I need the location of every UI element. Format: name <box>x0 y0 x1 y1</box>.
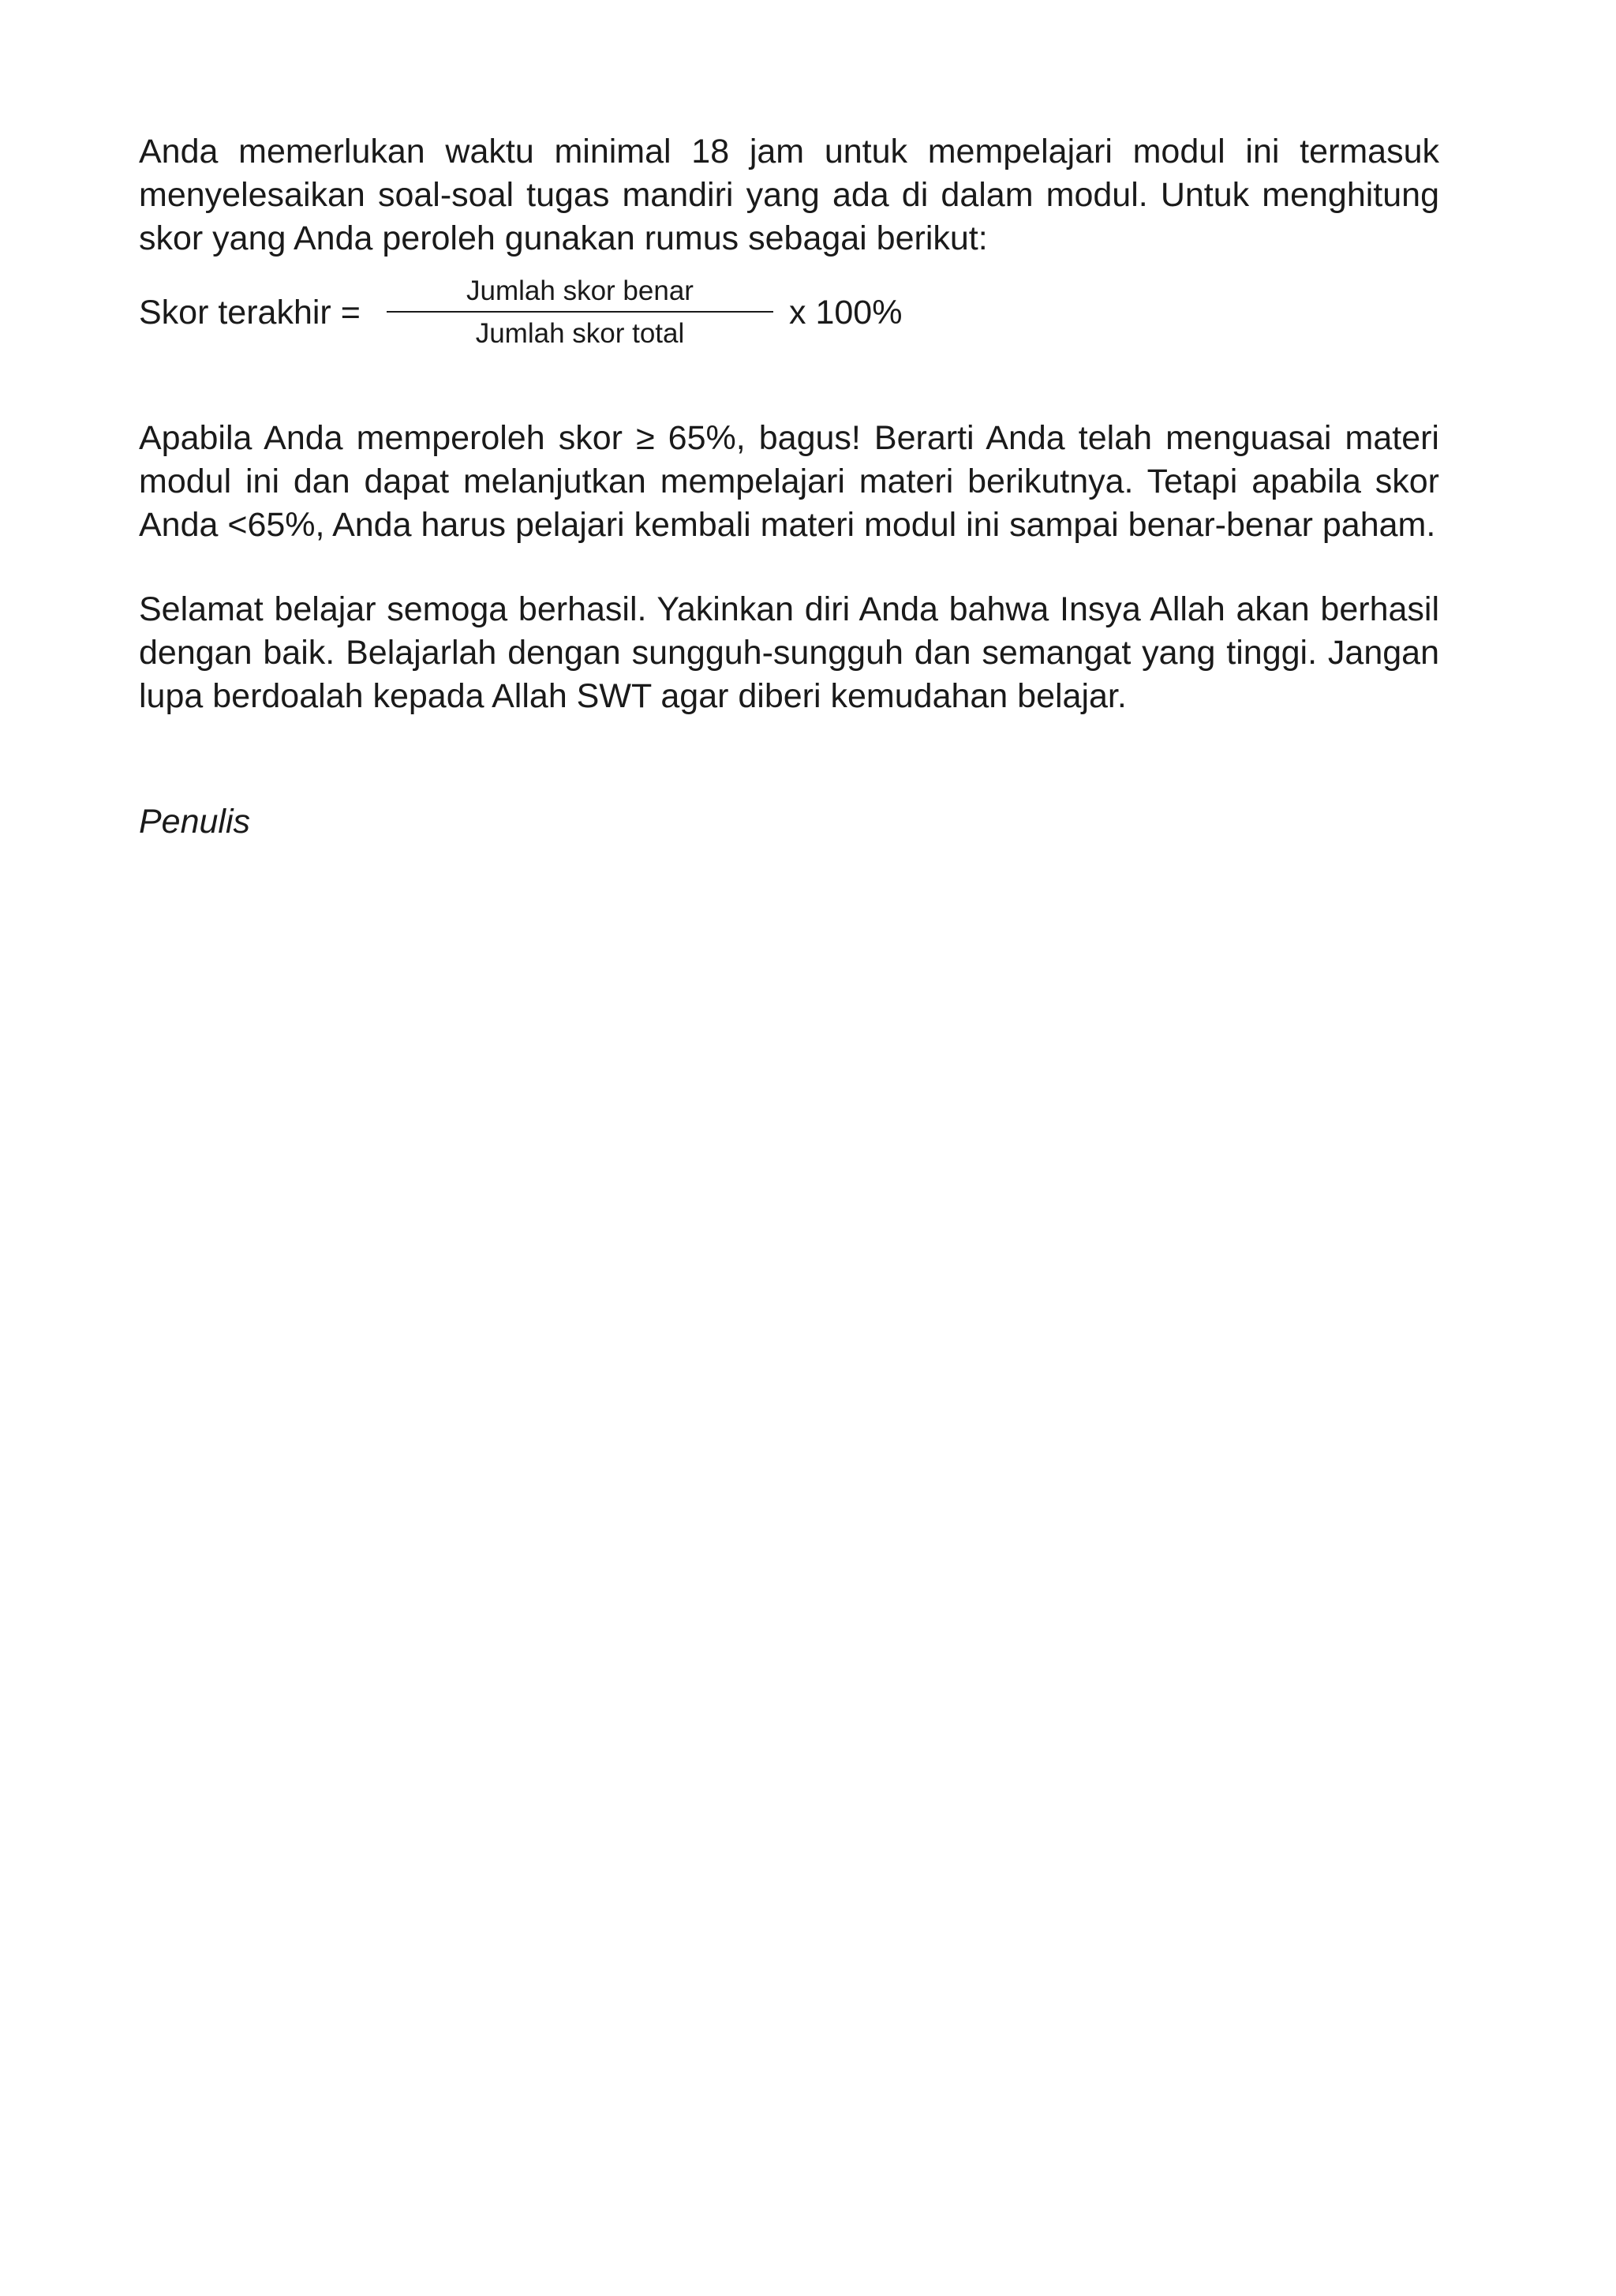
score-criteria-paragraph: Apabila Anda memperoleh skor ≥ 65%, bagus! Berarti Anda telah menguasai materi modul ini dan dapat melanjutkan mempelajari materi berikutnya. Tetapi apabila skor Anda <65%, Anda harus pelajari kembali materi modul ini sampai benar-benar paham. <box>139 419 1439 544</box>
score-formula <box>139 275 1439 352</box>
formula-fraction <box>387 275 773 350</box>
formula-rhs: x 100% <box>789 294 903 331</box>
closing-paragraph: Selamat belajar semoga berhasil. Yakinkan diri Anda bahwa Insya Allah akan berhasil dengan baik. Belajarlah dengan sungguh-sungguh dan semangat yang tinggi. Jangan lupa berdoalah kepada Allah SWT agar diberi kemudahan belajar. <box>139 590 1439 715</box>
formula-lhs: Skor terakhir = <box>139 294 361 331</box>
intro-paragraph: Anda memerlukan waktu minimal 18 jam untuk mempelajari modul ini termasuk menyelesaikan soal-soal tugas mandiri yang ada di dalam modul. Untuk menghitung skor yang Anda peroleh gunakan rumus sebagai berikut: <box>139 133 1439 257</box>
formula-numerator: Jumlah skor benar <box>466 275 694 306</box>
fraction-bar <box>387 311 773 313</box>
document-page <box>139 130 1439 844</box>
formula-denominator: Jumlah skor total <box>475 318 685 349</box>
author-signature: Penulis <box>139 803 251 841</box>
